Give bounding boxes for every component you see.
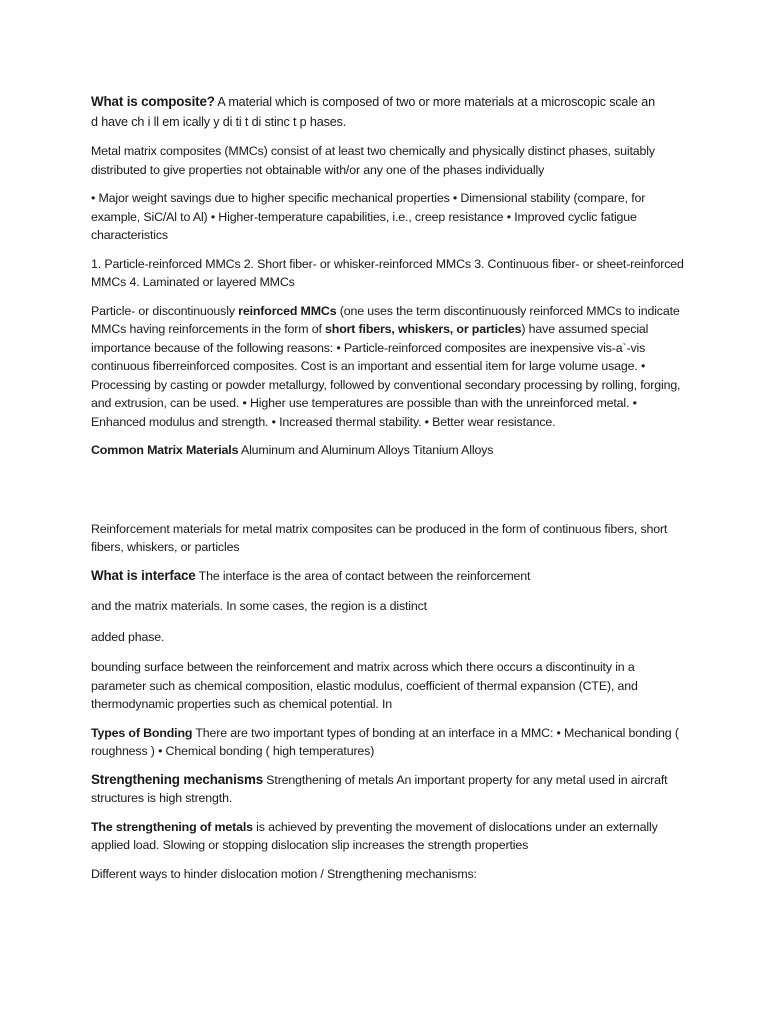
- document-page: [91, 92, 686, 893]
- paragraph-strengthening-mechanisms: [91, 771, 686, 808]
- paragraph-mmc-advantages: • Major weight savings due to higher specific mechanical properties • Dimensional stability (compare, for example, SiC/Al to Al) • Higher-temperature capabilities, i.e., creep resistance • Improved cyclic fatigue characteristics: [91, 191, 646, 242]
- interface-definition: The interface is the area of contact between the reinforcement: [195, 568, 531, 583]
- paragraph-types-of-bonding: [91, 724, 686, 761]
- particle-mid-text: (one uses the term discontinuously reinforced MMCs to indicate MMCs having reinforcements in the form of: [91, 303, 680, 336]
- particle-bold-reinforced-mmcs: reinforced MMCs: [238, 303, 337, 318]
- paragraph-what-is-composite: [91, 92, 686, 132]
- paragraph-matrix-materials: [91, 441, 686, 460]
- paragraph-interface-continued: and the matrix materials. In some cases, the region is a distinct: [91, 599, 427, 613]
- blank-spacer: [91, 470, 686, 520]
- heading-common-matrix-materials: Common Matrix Materials: [91, 443, 239, 457]
- composite-definition-line2: d have ch i ll em ically y di ti t di stinc t p hases.: [91, 115, 347, 129]
- bonding-text: There are two important types of bonding at an interface in a MMC: • Mechanical bonding ( roughness ) • Chemical bonding ( high temperatures): [91, 725, 679, 758]
- strengthening-metals-text: is achieved by preventing the movement of dislocations under an externally applied load. Slowing or stopping dislocation slip increases the strength properties: [91, 819, 658, 852]
- heading-what-is-composite: What is composite?: [91, 94, 215, 109]
- matrix-materials-list: Aluminum and Aluminum Alloys Titanium Alloys: [238, 443, 494, 457]
- paragraph-strengthening-of-metals: [91, 818, 686, 855]
- paragraph-bounding-surface: bounding surface between the reinforcement and matrix across which there occurs a discontinuity in a parameter such as chemical composition, elastic modulus, coefficient of thermal expansion (CTE), and thermodynamic properties such as chemical potential. In: [91, 660, 638, 711]
- paragraph-added-phase: added phase.: [91, 629, 165, 644]
- strengthening-text: Strengthening of metals An important property for any metal used in aircraft structures is high strength.: [91, 772, 668, 805]
- paragraph-mmc-types: 1. Particle-reinforced MMCs 2. Short fiber- or whisker-reinforced MMCs 3. Continuous fiber- or sheet-reinforced MMCs 4. Laminated or layered MMCs: [91, 256, 684, 289]
- paragraph-what-is-interface: [91, 567, 686, 586]
- particle-bold-short-fibers: short fibers, whiskers, or particles: [325, 322, 522, 336]
- particle-lead-text: Particle- or discontinuously: [91, 303, 239, 318]
- heading-strengthening-mechanisms: Strengthening mechanisms: [91, 771, 264, 787]
- particle-tail-text: ) have assumed special importance because of the following reasons: • Particle-reinforced composites are inexpensive vis-a`-vis continuous fiberreinforced composites. Cost is an important and essential item for large volume usage. • Processing by casting or powder metallurgy, followed by conventional secondary processing by rolling, forging, and extrusion, can be used. • Higher use temperatures are possible than with the unreinforced metal. • Enhanced modulus and strength. • Increased thermal stability. • Better wear resistance.: [91, 322, 681, 429]
- paragraph-mmc-definition: Metal matrix composites (MMCs) consist of at least two chemically and physically distinct phases, suitably distributed to give properties not obtainable with/or any one of the phases individually: [91, 144, 655, 177]
- heading-strengthening-of-metals: The strengthening of metals: [91, 819, 253, 834]
- composite-definition-line1: A material which is composed of two or more materials at a microscopic scale an: [214, 95, 655, 109]
- paragraph-reinforcement-materials: Reinforcement materials for metal matrix composites can be produced in the form of continuous fibers, short fibers, whiskers, or particles: [91, 521, 668, 554]
- heading-types-of-bonding: Types of Bonding: [91, 725, 193, 740]
- paragraph-particle-reinforced: [91, 302, 686, 432]
- heading-what-is-interface: What is interface: [91, 567, 196, 583]
- paragraph-different-ways: Different ways to hinder dislocation motion / Strengthening mechanisms:: [91, 866, 477, 881]
